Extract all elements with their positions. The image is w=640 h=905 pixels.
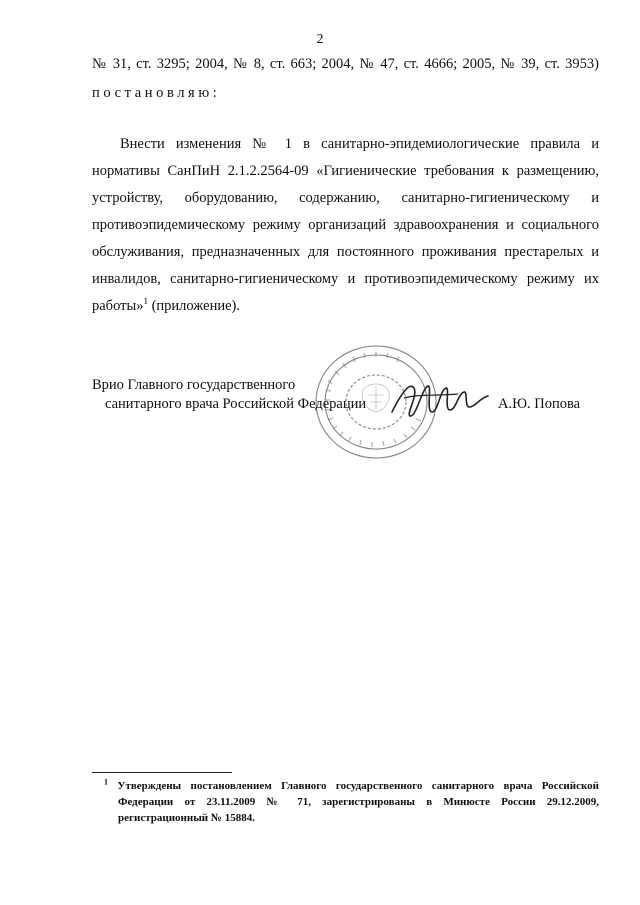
footnote-reference: 1 — [143, 296, 148, 307]
footnote-mark: 1 — [104, 777, 108, 787]
resolve-word: постановляю: — [92, 85, 221, 101]
signer-title-line-2: санитарного врача Российской Федерации — [105, 396, 367, 412]
handwritten-signature — [388, 374, 493, 424]
body-line: Внести изменения № 1 в санитарно-эпидемиологические правила и — [120, 136, 599, 152]
footnote-line — [104, 777, 599, 792]
signer-title-line-1: Врио Главного государственного — [92, 377, 296, 393]
body-line: противоэпидемическому режиму организаций здравоохранения и социального — [92, 217, 599, 233]
signer-name: А.Ю. Попова — [498, 396, 581, 412]
footnote-line: регистрационный № 15884. — [118, 812, 255, 824]
body-last-line-prefix: работы» — [92, 298, 144, 314]
footnote-divider — [92, 772, 232, 773]
body-last-line-suffix: (приложение). — [147, 298, 240, 314]
page-number: 2 — [316, 32, 324, 47]
body-line: устройству, оборудованию, содержанию, санитарно-гигиеническому и — [92, 190, 599, 206]
body-last-line — [92, 298, 240, 315]
footnote-line: Федерации от 23.11.2009 № 71, зарегистрированы в Минюсте России 29.12.2009, — [118, 796, 599, 808]
body-line: инвалидов, санитарно-гигиеническому и противоэпидемическому режиму их — [92, 271, 599, 287]
body-line: обслуживания, предназначенных для постоянного проживания престарелых и — [92, 244, 599, 260]
footnote-line-1-text: Утверждены постановлением Главного государственного санитарного врача Российской — [117, 780, 599, 792]
citation-line: № 31, ст. 3295; 2004, № 8, ст. 663; 2004, № 47, ст. 4666; 2005, № 39, ст. 3953) — [92, 56, 599, 72]
body-line: нормативы СанПиН 2.1.2.2564-09 «Гигиенические требования к размещению, — [92, 163, 599, 179]
